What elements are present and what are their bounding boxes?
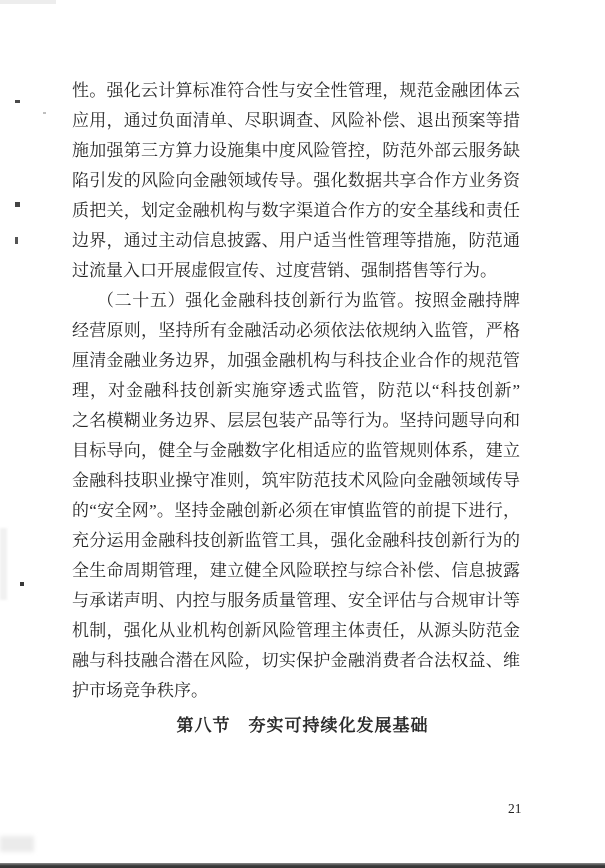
body-text-line: 金融科技职业操守准则，筑牢防范技术风险向金融领域传导 — [72, 471, 520, 490]
body-text-line: 陷引发的风险向金融领域传导。强化数据共享合作方业务资 — [72, 171, 520, 190]
body-text-line: 机制，强化从业机构创新风险管理主体责任，从源头防范金 — [72, 621, 520, 640]
body-text-line: 与承诺声明、内控与服务质量管理、安全评估与合规审计等 — [72, 591, 520, 610]
body-text-line: 性。强化云计算标准符合性与安全性管理，规范金融团体云 — [72, 81, 520, 100]
body-text-line: 经营原则，坚持所有金融活动必须依法依规纳入监管，严格 — [72, 321, 520, 340]
scan-artifact-speck — [15, 237, 18, 244]
paragraph-continuation — [72, 76, 520, 286]
body-text-line: 全生命周期管理，建立健全风险联控与综合补偿、信息披露 — [72, 561, 520, 580]
body-text-line: 边界，通过主动信息披露、用户适当性管理等措施，防范通 — [72, 231, 520, 250]
scan-artifact-speck — [43, 112, 46, 114]
scan-artifact-speck — [15, 202, 20, 207]
body-text-line: 融与科技融合潜在风险，切实保护金融消费者合法权益、维 — [72, 651, 520, 670]
body-text-line: （二十五）强化金融科技创新行为监管。按照金融持牌 — [97, 291, 520, 310]
section-heading: 第八节 夯实可持续化发展基础 — [176, 716, 429, 735]
scan-artifact-top-strip — [0, 0, 56, 4]
body-text-line: 之名模糊业务边界、层层包装产品等行为。坚持问题导向和 — [72, 411, 520, 430]
body-text-line: 过流量入口开展虚假宣传、过度营销、强制搭售等行为。 — [72, 261, 497, 280]
scan-artifact-left-smudge — [0, 528, 7, 600]
body-text-line: 充分运用金融科技创新监管工具，强化金融科技创新行为的 — [72, 531, 520, 550]
body-text-line: 施加强第三方算力设施集中度风险管控，防范外部云服务缺 — [72, 141, 520, 160]
paragraph-item-25 — [72, 286, 520, 706]
body-text-line: 应用，通过负面清单、尽职调查、风险补偿、退出预案等措 — [72, 111, 520, 130]
body-text-line: 的“安全网”。坚持金融创新必须在审慎监管的前提下进行， — [72, 501, 520, 520]
body-text-line: 护市场竞争秩序。 — [72, 681, 208, 700]
body-text-line: 目标导向，健全与金融数字化相适应的监管规则体系，建立 — [72, 441, 520, 460]
body-text-block — [72, 76, 520, 706]
scan-artifact-bottom-left-smudge — [0, 836, 34, 852]
scan-artifact-bottom-edge — [0, 863, 605, 868]
scan-artifact-speck — [15, 100, 20, 103]
body-text-line: 理，对金融科技创新实施穿透式监管，防范以“科技创新” — [72, 381, 520, 400]
scan-artifact-speck — [20, 582, 24, 586]
page-number: 21 — [508, 801, 522, 816]
body-text-line: 厘清金融业务边界，加强金融机构与科技企业合作的规范管 — [72, 351, 520, 370]
body-text-line: 质把关，划定金融机构与数字渠道合作方的安全基线和责任 — [72, 201, 520, 220]
